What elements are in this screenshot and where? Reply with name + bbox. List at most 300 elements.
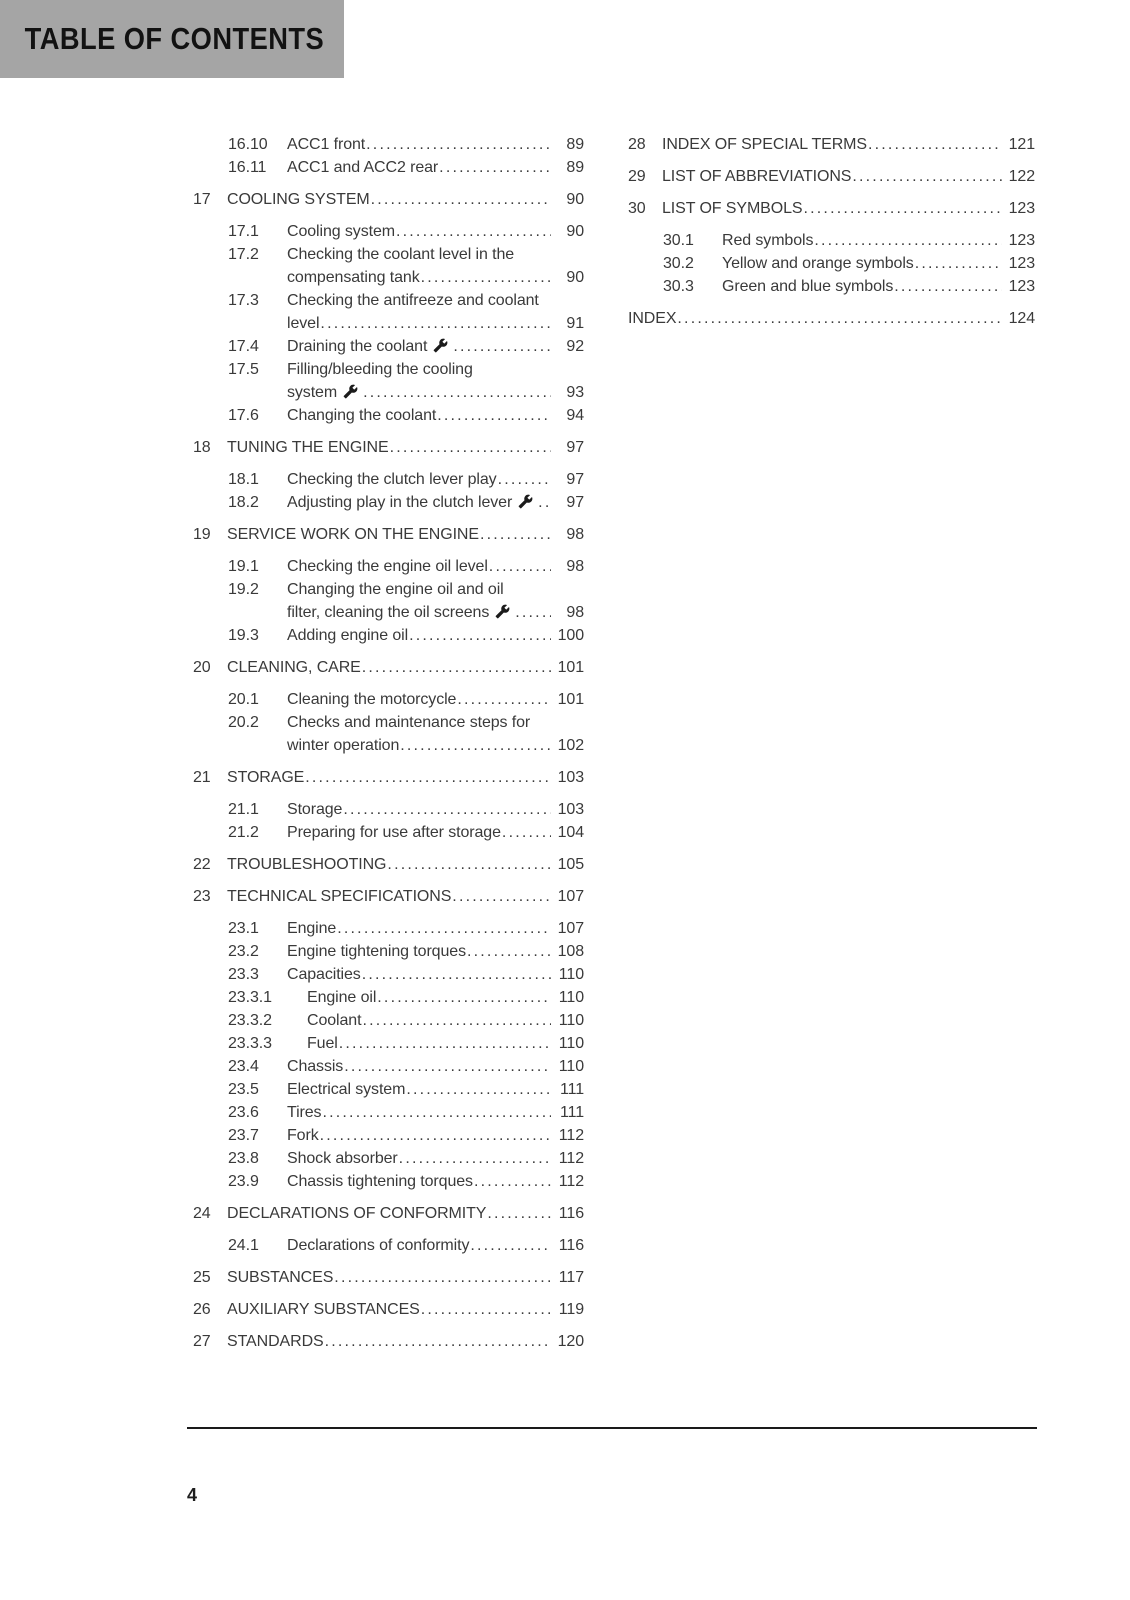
toc-entry[interactable] xyxy=(193,656,584,679)
toc-entry-text: STORAGE xyxy=(227,769,305,786)
dot-leader xyxy=(390,436,551,459)
toc-entry-number: 21.2 xyxy=(228,824,259,841)
toc-entry-title xyxy=(287,1055,584,1078)
page-header xyxy=(0,0,344,78)
toc-entry-number: 17.3 xyxy=(228,292,259,309)
toc-column-right xyxy=(628,133,1035,339)
toc-entry-title xyxy=(287,917,584,940)
toc-entry-text: Green and blue symbols xyxy=(722,278,894,295)
toc-entry-text: INDEX xyxy=(628,310,677,327)
toc-entry[interactable] xyxy=(193,766,584,789)
toc-entry-line xyxy=(287,940,584,963)
toc-entry-line xyxy=(307,986,584,1009)
toc-entry-text: Checking the clutch lever play xyxy=(287,471,497,488)
toc-entry-text: Cleaning the motorcycle xyxy=(287,691,457,708)
toc-entry-text: Checks and maintenance steps for xyxy=(287,714,531,731)
toc-entry-line xyxy=(287,312,584,335)
toc-entry[interactable] xyxy=(228,1170,584,1193)
toc-entry-line xyxy=(227,1330,584,1353)
toc-entry[interactable] xyxy=(228,963,584,986)
toc-entry-page: 110 xyxy=(558,1058,584,1075)
toc-entry-text: CLEANING, CARE xyxy=(227,659,361,676)
toc-entry-text: Electrical system xyxy=(287,1081,406,1098)
toc-entry-line xyxy=(287,1078,584,1101)
toc-entry-page: 124 xyxy=(1008,310,1035,327)
toc-entry[interactable] xyxy=(628,165,1035,188)
toc-entry-text: ACC1 and ACC2 rear xyxy=(287,159,439,176)
toc-entry-page: 123 xyxy=(1008,200,1035,217)
toc-entry-text: ACC1 front xyxy=(287,136,366,153)
dot-leader xyxy=(406,1078,551,1101)
toc-entry[interactable] xyxy=(228,491,584,514)
toc-entry-text: Checking the coolant level in the xyxy=(287,246,515,263)
toc-entry-page: 89 xyxy=(566,136,584,153)
toc-entry-line xyxy=(227,1266,584,1289)
toc-entry-page: 111 xyxy=(559,1104,584,1121)
toc-entry-line xyxy=(287,220,584,243)
toc-entry-title xyxy=(307,1009,584,1032)
toc-entry[interactable] xyxy=(228,986,584,1009)
toc-entry-line xyxy=(722,229,1035,252)
toc-entry-line xyxy=(227,523,584,546)
toc-entry-line xyxy=(287,289,584,312)
toc-entry-page: 97 xyxy=(566,494,584,511)
toc-entry[interactable] xyxy=(663,275,1035,298)
toc-entry-text: Shock absorber xyxy=(287,1150,398,1167)
toc-entry-title xyxy=(287,555,584,578)
toc-entry[interactable] xyxy=(193,885,584,908)
dot-leader xyxy=(480,523,551,546)
toc-entry-title xyxy=(287,711,584,757)
toc-entry-text: Chassis xyxy=(287,1058,344,1075)
toc-entry-text: TROUBLESHOOTING xyxy=(227,856,387,873)
toc-entry-number: 19 xyxy=(193,526,211,543)
toc-entry[interactable] xyxy=(193,853,584,876)
toc-entry-page: 112 xyxy=(558,1150,584,1167)
toc-entry-line xyxy=(287,624,584,647)
wrench-icon xyxy=(433,338,448,353)
toc-entry[interactable] xyxy=(228,1032,584,1055)
toc-entry[interactable] xyxy=(228,1009,584,1032)
toc-entry-page: 98 xyxy=(566,604,584,621)
toc-entry-number: 30.3 xyxy=(663,278,694,295)
toc-entry-title xyxy=(227,188,584,211)
toc-entry-line xyxy=(722,252,1035,275)
toc-entry-number: 23.1 xyxy=(228,920,259,937)
dot-leader xyxy=(362,963,551,986)
toc-entry-title xyxy=(227,853,584,876)
toc-entry[interactable] xyxy=(228,133,584,156)
toc-entry-number: 21.1 xyxy=(228,801,259,818)
toc-entry-number: 24 xyxy=(193,1205,211,1222)
dot-leader xyxy=(305,766,551,789)
toc-entry-line xyxy=(287,335,584,358)
toc-entry-text: INDEX OF SPECIAL TERMS xyxy=(662,136,867,153)
toc-entry-line xyxy=(287,358,584,381)
page-title: TABLE OF CONTENTS xyxy=(24,21,325,56)
toc-entry-number: 17.4 xyxy=(228,338,259,355)
toc-entry-title xyxy=(662,133,1035,156)
toc-entry-title xyxy=(287,821,584,844)
toc-entry-title xyxy=(227,523,584,546)
toc-entry-text: level xyxy=(287,315,320,332)
toc-entry-title xyxy=(287,1078,584,1101)
toc-entry-text: Filling/bleeding the cooling xyxy=(287,361,473,378)
toc-entry[interactable] xyxy=(193,1266,584,1289)
dot-leader xyxy=(400,734,551,757)
toc-entry-line xyxy=(287,688,584,711)
toc-entry[interactable] xyxy=(228,1124,584,1147)
toc-entry-text: Engine xyxy=(287,920,337,937)
toc-entry-page: 116 xyxy=(558,1205,584,1222)
toc-entry-line xyxy=(628,307,1035,330)
toc-entry-text: TUNING THE ENGINE xyxy=(227,439,389,456)
toc-entry-title xyxy=(307,1032,584,1055)
toc-entry[interactable] xyxy=(228,624,584,647)
toc-entry-title xyxy=(287,1147,584,1170)
toc-entry-number: 20.1 xyxy=(228,691,259,708)
toc-entry-line xyxy=(227,656,584,679)
toc-entry-line xyxy=(662,165,1035,188)
toc-entry[interactable] xyxy=(228,156,584,179)
toc-entry-page: 97 xyxy=(566,439,584,456)
toc-entry[interactable] xyxy=(228,404,584,427)
toc-entry-text: winter operation xyxy=(287,737,400,754)
toc-entry-number: 21 xyxy=(193,769,211,786)
toc-entry[interactable] xyxy=(628,133,1035,156)
dot-leader xyxy=(337,917,551,940)
toc-entry-number: 20.2 xyxy=(228,714,259,731)
toc-entry-line xyxy=(227,853,584,876)
toc-entry-title xyxy=(628,307,1035,330)
toc-entry-number: 23.3.1 xyxy=(228,989,272,1006)
toc-entry[interactable] xyxy=(663,229,1035,252)
toc-entry[interactable] xyxy=(193,188,584,211)
dot-leader xyxy=(457,688,551,711)
toc-entry-line xyxy=(287,243,584,266)
toc-entry-text: system xyxy=(287,384,338,401)
toc-entry-text: Capacities xyxy=(287,966,361,983)
toc-entry[interactable] xyxy=(228,1055,584,1078)
toc-entry-number: 23.7 xyxy=(228,1127,259,1144)
toc-entry-number: 30.2 xyxy=(663,255,694,272)
toc-entry-page: 91 xyxy=(566,315,584,332)
toc-entry-line xyxy=(287,963,584,986)
toc-entry-number: 23.9 xyxy=(228,1173,259,1190)
toc-entry[interactable] xyxy=(228,688,584,711)
toc-entry-title xyxy=(287,468,584,491)
toc-entry-title xyxy=(227,436,584,459)
toc-entry-title xyxy=(287,133,584,156)
toc-entry-line xyxy=(287,381,584,404)
toc-entry-title xyxy=(287,491,584,514)
toc-entry-page: 122 xyxy=(1008,168,1035,185)
toc-entry-page: 112 xyxy=(558,1127,584,1144)
dot-leader xyxy=(452,885,551,908)
dot-leader xyxy=(868,133,1002,156)
toc-entry-number: 17.1 xyxy=(228,223,259,240)
toc-entry-line xyxy=(227,188,584,211)
toc-entry[interactable] xyxy=(193,523,584,546)
toc-entry-page: 121 xyxy=(1008,136,1035,153)
toc-entry-title xyxy=(227,1298,584,1321)
toc-entry[interactable] xyxy=(628,197,1035,220)
toc-entry-page: 98 xyxy=(566,558,584,575)
toc-entry-line xyxy=(287,555,584,578)
toc-entry-number: 17 xyxy=(193,191,211,208)
toc-entry-line xyxy=(287,133,584,156)
toc-entry-text: Fork xyxy=(287,1127,319,1144)
toc-entry-title xyxy=(227,766,584,789)
toc-entry-page: 110 xyxy=(558,1035,584,1052)
toc-entry[interactable] xyxy=(228,711,584,757)
toc-entry-page: 119 xyxy=(558,1301,584,1318)
toc-entry-text: STANDARDS xyxy=(227,1333,324,1350)
dot-leader xyxy=(421,266,551,289)
toc-entry-title xyxy=(227,656,584,679)
dot-leader xyxy=(334,1266,551,1289)
toc-entry[interactable] xyxy=(228,220,584,243)
toc-entry-text: DECLARATIONS OF CONFORMITY xyxy=(227,1205,487,1222)
toc-entry[interactable] xyxy=(628,307,1035,330)
toc-entry-title xyxy=(287,1170,584,1193)
dot-leader xyxy=(474,1170,551,1193)
toc-entry-page: 123 xyxy=(1008,278,1035,295)
toc-entry-text: Fuel xyxy=(307,1035,338,1052)
toc-entry-page: 117 xyxy=(558,1269,584,1286)
toc-entry-text: compensating tank xyxy=(287,269,420,286)
toc-entry-number: 23.5 xyxy=(228,1081,259,1098)
toc-entry[interactable] xyxy=(228,243,584,289)
toc-entry-line xyxy=(287,1055,584,1078)
toc-entry-text: AUXILIARY SUBSTANCES xyxy=(227,1301,420,1318)
toc-entry-page: 105 xyxy=(557,856,584,873)
toc-entry-number: 19.1 xyxy=(228,558,259,575)
dot-leader xyxy=(344,1055,551,1078)
toc-entry[interactable] xyxy=(228,798,584,821)
toc-entry-page: 90 xyxy=(566,191,584,208)
toc-entry-title xyxy=(287,358,584,404)
toc-entry-text: Chassis tightening torques xyxy=(287,1173,473,1190)
toc-entry-page: 101 xyxy=(557,691,584,708)
toc-entry[interactable] xyxy=(228,468,584,491)
toc-entry-page: 111 xyxy=(559,1081,584,1098)
toc-entry-number: 19.2 xyxy=(228,581,259,598)
toc-entry-text: Coolant xyxy=(307,1012,362,1029)
toc-entry-page: 110 xyxy=(558,966,584,983)
toc-entry-line xyxy=(287,1101,584,1124)
dot-leader xyxy=(325,1330,551,1353)
toc-entry[interactable] xyxy=(228,1078,584,1101)
toc-entry-title xyxy=(287,243,584,289)
toc-entry-text: SERVICE WORK ON THE ENGINE xyxy=(227,526,479,543)
toc-entry[interactable] xyxy=(228,1234,584,1257)
toc-entry-line xyxy=(287,578,584,601)
toc-entry-line xyxy=(227,1202,584,1225)
toc-entry[interactable] xyxy=(193,1330,584,1353)
toc-entry-title xyxy=(722,275,1035,298)
toc-entry-title xyxy=(287,156,584,179)
toc-entry-line xyxy=(287,491,584,514)
page-number: 4 xyxy=(187,1485,198,1505)
toc-entry[interactable] xyxy=(228,1147,584,1170)
toc-entry-page: 108 xyxy=(557,943,584,960)
toc-entry[interactable] xyxy=(228,289,584,335)
toc-entry-number: 28 xyxy=(628,136,646,153)
toc-entry-number: 23.2 xyxy=(228,943,259,960)
footer-divider xyxy=(187,1427,1037,1429)
toc-entry-page: 101 xyxy=(557,659,584,676)
toc-entry[interactable] xyxy=(193,1202,584,1225)
toc-entry-text: TECHNICAL SPECIFICATIONS xyxy=(227,888,452,905)
toc-entry-number: 27 xyxy=(193,1333,211,1350)
toc-entry-title xyxy=(287,220,584,243)
toc-entry-line xyxy=(307,1032,584,1055)
toc-entry-text: Adding engine oil xyxy=(287,627,409,644)
dot-leader xyxy=(814,229,1002,252)
dot-leader xyxy=(362,656,551,679)
toc-entry-title xyxy=(287,404,584,427)
toc-entry[interactable] xyxy=(228,555,584,578)
dot-leader xyxy=(489,555,551,578)
toc-entry-page: 98 xyxy=(566,526,584,543)
toc-entry-line xyxy=(287,711,584,734)
toc-entry-page: 104 xyxy=(557,824,584,841)
toc-entry-line xyxy=(287,601,584,624)
toc-entry-line xyxy=(722,275,1035,298)
toc-entry-text: Changing the coolant xyxy=(287,407,437,424)
toc-entry[interactable] xyxy=(228,358,584,404)
toc-entry[interactable] xyxy=(193,436,584,459)
toc-entry-number: 16.11 xyxy=(228,159,267,176)
toc-entry[interactable] xyxy=(228,578,584,624)
toc-entry-page: 102 xyxy=(557,737,584,754)
toc-entry-line xyxy=(307,1009,584,1032)
wrench-icon xyxy=(518,494,533,509)
toc-entry[interactable] xyxy=(228,335,584,358)
toc-entry-title xyxy=(287,335,584,358)
toc-entry[interactable] xyxy=(228,917,584,940)
dot-leader xyxy=(487,1202,551,1225)
toc-entry-title xyxy=(662,165,1035,188)
toc-entry-line xyxy=(287,266,584,289)
toc-entry-number: 23.3 xyxy=(228,966,259,983)
toc-entry-text: LIST OF ABBREVIATIONS xyxy=(662,168,852,185)
toc-entry-text: Cooling system xyxy=(287,223,395,240)
toc-entry-number: 29 xyxy=(628,168,646,185)
toc-entry-title xyxy=(287,963,584,986)
dot-leader xyxy=(377,986,551,1009)
toc-entry-number: 25 xyxy=(193,1269,211,1286)
toc-entry-line xyxy=(287,1124,584,1147)
dot-leader xyxy=(339,1032,551,1055)
toc-entry-number: 17.6 xyxy=(228,407,259,424)
toc-entry-number: 23.6 xyxy=(228,1104,259,1121)
dot-leader xyxy=(852,165,1002,188)
toc-entry-number: 26 xyxy=(193,1301,211,1318)
toc-column-left xyxy=(193,133,584,1362)
toc-entry-page: 123 xyxy=(1008,232,1035,249)
dot-leader xyxy=(467,940,551,963)
toc-entry-number: 18.1 xyxy=(228,471,259,488)
dot-leader xyxy=(363,381,551,404)
toc-entry-line xyxy=(287,1234,584,1257)
toc-entry-title xyxy=(227,1330,584,1353)
toc-entry-title xyxy=(287,289,584,335)
toc-entry-title xyxy=(227,1202,584,1225)
wrench-icon xyxy=(495,604,510,619)
toc-entry-page: 90 xyxy=(566,269,584,286)
toc-entry-text: Preparing for use after storage xyxy=(287,824,501,841)
dot-leader xyxy=(538,491,551,514)
toc-entry-number: 18 xyxy=(193,439,211,456)
toc-entry[interactable] xyxy=(228,1101,584,1124)
toc-entry-line xyxy=(227,1298,584,1321)
toc-entry-text: Draining the coolant xyxy=(287,338,428,355)
toc-entry-line xyxy=(287,468,584,491)
toc-entry-text: Checking the antifreeze and coolant xyxy=(287,292,539,309)
toc-entry-number: 23.4 xyxy=(228,1058,259,1075)
toc-entry-page: 100 xyxy=(557,627,584,644)
toc-entry-title xyxy=(287,624,584,647)
toc-entry-title xyxy=(662,197,1035,220)
toc-entry-title xyxy=(227,885,584,908)
toc-entry-page: 107 xyxy=(557,888,584,905)
toc-entry-number: 30 xyxy=(628,200,646,217)
dot-leader xyxy=(399,1147,551,1170)
toc-entry-text: Yellow and orange symbols xyxy=(722,255,914,272)
toc-entry-page: 120 xyxy=(557,1333,584,1350)
toc-entry-number: 23.3.3 xyxy=(228,1035,272,1052)
toc-entry[interactable] xyxy=(193,1298,584,1321)
toc-entry-line xyxy=(287,917,584,940)
toc-entry-title xyxy=(287,940,584,963)
toc-entry-page: 107 xyxy=(557,920,584,937)
toc-entry-line xyxy=(227,885,584,908)
toc-entry-number: 23.8 xyxy=(228,1150,259,1167)
toc-entry-line xyxy=(227,436,584,459)
toc-entry-text: Storage xyxy=(287,801,343,818)
toc-entry-title xyxy=(722,252,1035,275)
toc-entry-page: 97 xyxy=(566,471,584,488)
toc-entry-page: 116 xyxy=(558,1237,584,1254)
toc-entry-text: LIST OF SYMBOLS xyxy=(662,200,803,217)
dot-leader xyxy=(362,1009,551,1032)
toc-entry-number: 20 xyxy=(193,659,211,676)
dot-leader xyxy=(677,307,1002,330)
toc-entry-line xyxy=(287,1170,584,1193)
dot-leader xyxy=(387,853,551,876)
toc-entry-number: 23 xyxy=(193,888,211,905)
dot-leader xyxy=(421,1298,551,1321)
toc-entry-text: SUBSTANCES xyxy=(227,1269,334,1286)
toc-entry-number: 23.3.2 xyxy=(228,1012,272,1029)
toc-entry-number: 17.5 xyxy=(228,361,259,378)
toc-entry[interactable] xyxy=(663,252,1035,275)
toc-entry-number: 24.1 xyxy=(228,1237,259,1254)
toc-entry-text: Engine oil xyxy=(307,989,377,1006)
toc-entry-line xyxy=(287,798,584,821)
toc-entry-page: 103 xyxy=(557,769,584,786)
toc-entry-page: 110 xyxy=(558,989,584,1006)
toc-entry[interactable] xyxy=(228,940,584,963)
dot-leader xyxy=(498,468,551,491)
dot-leader xyxy=(502,821,551,844)
toc-entry-line xyxy=(662,197,1035,220)
toc-entry-number: 16.10 xyxy=(228,136,268,153)
toc-entry-text: Adjusting play in the clutch lever xyxy=(287,494,513,511)
toc-entry[interactable] xyxy=(228,821,584,844)
